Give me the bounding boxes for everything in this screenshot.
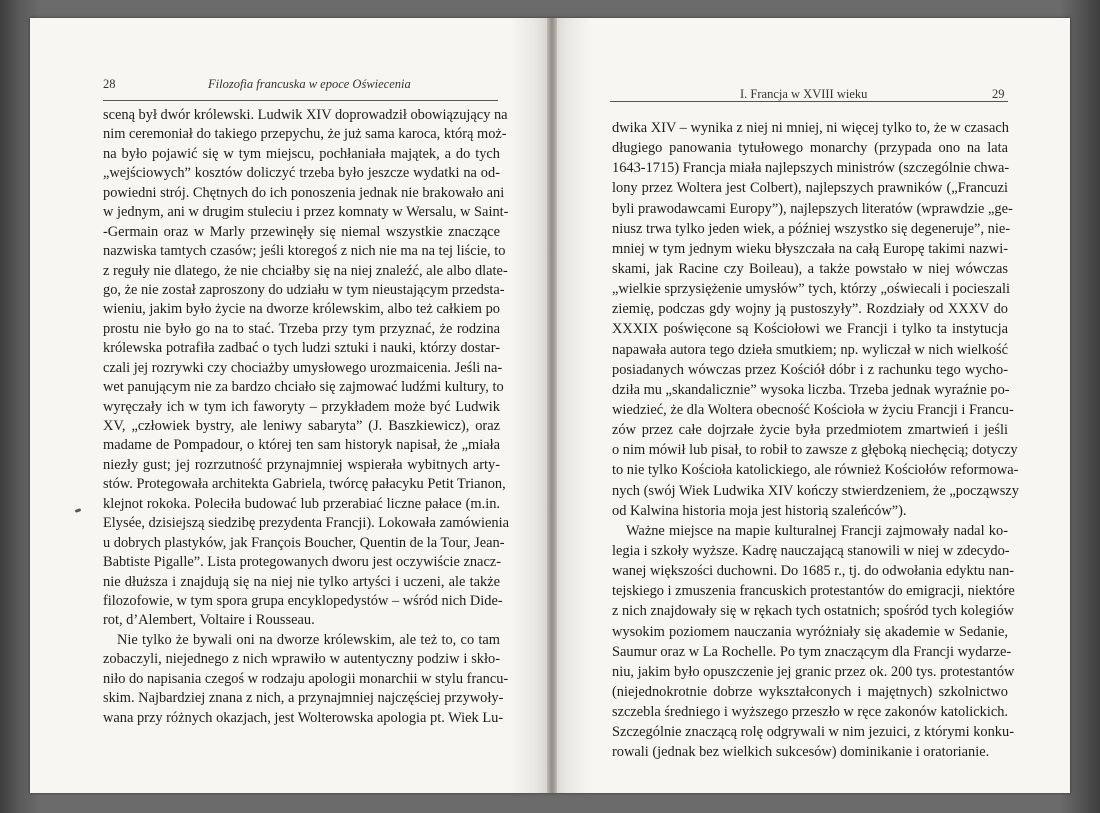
text-line: w jednym, ani w drugim stuleciu i przez komnaty w Wersalu, w Saint-	[103, 204, 509, 221]
text-line: prostu nie było go na to stać. Trzeba przy tym przyznać, że rodzina	[103, 320, 500, 337]
right-page-body	[612, 118, 1019, 763]
text-line: niu, jakim było opuszczenie jej granic przez ok. 200 tys. protestantów	[612, 663, 1015, 680]
text-line: z reguły nie dlatego, że nie chciałby się na niej znaleźć, ale albo dlate-	[103, 262, 508, 279]
text-line: filozofowie, w tym spora grupa encyklopedystów – wśród nich Dide-	[103, 592, 503, 609]
text-line: o nim mówił lub pisał, to robił to zawsze z głęboką niechęcią; dotyczy	[612, 442, 1018, 459]
text-line: legia i szkoły wyższe. Kadrę nauczającą stanowili w niej w zdecydo-	[612, 542, 1010, 559]
text-line: szczebla średniego i wyższego przeszło w ręce zakonów katolickich.	[612, 704, 1008, 721]
text-line: „wejściowych” kosztów doliczyć trzeba było jeszcze wydatki na od-	[103, 165, 500, 182]
text-line: niło do napisania czegoś w rodzaju apologii monarchii w stylu francu-	[103, 670, 509, 687]
text-line: 1643-1715) Francja miała najlepszych ministrów (szczególnie chwa-	[612, 160, 1010, 177]
text-line: posiadanych wówczas przez Kościół dóbr i z rachunku tego wycho-	[612, 361, 1008, 378]
right-running-header: I. Francja w XVIII wieku	[740, 87, 868, 101]
text-line: (niejednokrotnie dobrze wykształconych i majętnych) szkolnictwo	[612, 683, 1008, 700]
text-line: lony przez Woltera jest Colbert), najlepszych prawników („Francuzi	[612, 180, 1008, 197]
text-line: nych (swój Wiek Ludwika XIV kończy stwierdzeniem, że „począwszy	[612, 482, 1019, 499]
text-line: czali jej rozrywki czy chociażby umysłowego urozmaicenia. Jeśli na-	[103, 359, 503, 376]
text-line: mniej w tym jednym wieku błyszczała na całą Europę takimi nazwi-	[612, 240, 1008, 257]
text-line: wet panującym nie za bardzo chciało się zajmować ludźmi kultury, to	[103, 379, 504, 396]
text-line: zów przez całe dojrzałe życie była przedmiotem zmartwień i jeśli	[612, 422, 1008, 439]
text-line: wiedzieć, że dla Woltera obecność Kościoła w życiu Francji i Francu-	[612, 401, 1014, 418]
text-line: Nie tylko że bywali oni na dworze królewskim, ale też to, co tam	[117, 631, 500, 648]
text-line: u dobrych plastyków, jak François Boucher, Quentin de la Tour, Jean-	[103, 534, 505, 551]
text-line: wieniu, jakim było życie na dworze królewskim, albo też całkiem po	[103, 301, 500, 318]
text-line: XXXIX poświęcone są Kościołowi we Francji i tylko ta instytucja	[612, 321, 1008, 338]
text-line: klejnot rokoka. Poleciła budować lub przerabiać liczne pałace (m.in.	[103, 495, 500, 512]
text-line: Szczególnie znaczącą rolę odgrywali w nim jezuici, z którymi konku-	[612, 724, 1014, 741]
text-line: niusz trwa tylko jeden wiek, a później wszystko się degeneruje”, nie-	[612, 220, 1011, 237]
text-line: rot, d’Alembert, Voltaire i Rousseau.	[103, 612, 315, 629]
text-line: byli prawodawcami Europy”), najlepszych literatów (wprawdzie „ge-	[612, 200, 1013, 217]
text-line: powiedni strój. Chętnych do ich ponoszenia jednak nie brakowało ani	[103, 184, 505, 201]
right-page-number: 29	[992, 87, 1005, 101]
text-line: -Germain oraz w Marly przewinęły się niemal wszystkie znaczące	[103, 223, 500, 240]
text-line: Elysée, dzisiejszą siedzibę prezydenta Francji). Lokowała zamówienia	[103, 515, 509, 532]
text-line: skim. Najbardziej znana z nich, a przynajmniej najczęściej przywoły-	[103, 690, 504, 707]
text-line: to nie tylko Kościoła katolickiego, ale również Kościołów reformowa-	[612, 462, 1019, 479]
text-line: Saumur oraz w La Rochelle. Po tym znaczącym dla Francji wydarze-	[612, 643, 1012, 660]
text-line: „wielkie sprzysiężenie umysłów” tych, którzy „oświecali i pocieszali	[612, 281, 1010, 298]
text-line: nazwiska tamtych czasów; jeśli ktoregoś z nich nie ma na tej liście, to	[103, 243, 506, 260]
text-line: z nich znajdowały się w rękach tych ostatnich; spośród tych kolegiów	[612, 603, 1015, 620]
text-line: nim ceremoniał do takiego przepychu, że już sama karoca, którą moż-	[103, 126, 507, 143]
left-running-header: Filozofia francuska w epoce Oświecenia	[208, 77, 411, 91]
text-line: nie dłuższa i znajdują się na niej nie tylko artyści i uczeni, ale także	[103, 573, 500, 590]
left-page-number: 28	[103, 77, 116, 91]
text-line: napawała autora tego dzieła smutkiem; np. wyliczał w nich wielkość	[612, 341, 1008, 358]
text-line: królewska potrafiła zadbać o tych ludzi sztuki i nauki, którzy dostar-	[103, 340, 500, 357]
text-line: stów. Protegowała architekta Gabriela, twórcę pałacyku Petit Trianon,	[103, 476, 506, 493]
text-line: wanej większości duchowni. Do 1685 r., tj. do odwołania edyktu nan-	[612, 563, 1015, 580]
text-line: od Kalwina historia moja jest historią szaleńców”).	[612, 502, 907, 519]
text-line: na było pojawić się w tym miejscu, pochłaniała majątek, a do tych	[103, 145, 500, 162]
text-line: XV, „człowiek bystry, ale leniwy sabaryta” (J. Baszkiewicz), oraz	[103, 418, 500, 434]
text-line: zobaczyli, niejednego z nich wprawiło w autentyczny podziw i skło-	[103, 651, 500, 668]
text-line: Babtiste Pigalle”. Lista protegowanych dworu jest oczywiście znacz-	[103, 554, 502, 571]
text-line: madame de Pompadour, o której ten sam historyk napisał, że „miała	[103, 437, 500, 454]
text-line: rowali (jednak bez wielkich sukcesów) dominikanie i oratorianie.	[612, 744, 990, 761]
text-line: sceną był dwór królewski. Ludwik XIV doprowadził obowiązujący na	[103, 107, 508, 123]
text-line: tejskiego i zmuszenia francuskich protestantów do emigracji, niektóre	[612, 583, 1015, 600]
book-gutter	[547, 18, 557, 793]
left-page-body	[103, 106, 509, 728]
left-header-rule	[103, 100, 498, 101]
text-line: dziła mu „skandalicznie” wysoka liczba. Trzeba jednak wyraźnie po-	[612, 381, 1010, 398]
text-line: wysokim poziomem nauczania wyróżniały się akademie w Sedanie,	[612, 623, 1008, 640]
text-line: dwika XIV – wynika z niej ni mniej, ni więcej tylko to, że w czasach	[612, 120, 1009, 136]
text-line: długiego panowania tytułowego monarchy (przypada ono na lata	[612, 140, 1008, 157]
text-line: niezły gust; jej rozrzutność przynajmniej wspierała wybitnych arty-	[103, 456, 500, 473]
text-line: wyręczały ich w tym ich faworyty – przykładem może być Ludwik	[103, 398, 500, 415]
text-line: go, że nie został zaproszony do udziału w tym nieustającym przedsta-	[103, 281, 505, 298]
text-line: Ważne miejsce na mapie kulturalnej Francji zajmowały nadal ko-	[626, 522, 1008, 539]
text-line: skami, jak Racine czy Boileau), a także powstało w niej wówczas	[612, 260, 1008, 277]
text-line: wana przy różnych okazjach, jest Wolterowska apologia pt. Wiek Lu-	[103, 709, 504, 726]
right-header-rule	[610, 101, 1008, 102]
text-line: ziemię, podczas gdy wojny ją pustoszyły”. Rozdziały od XXXV do	[612, 301, 1008, 318]
